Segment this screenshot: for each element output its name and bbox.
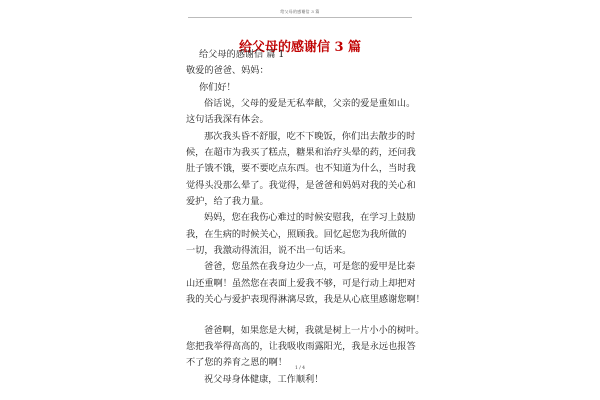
paragraph-line: 山还重啊！虽然您在表面上爱我不够，可是行动上却把对 [186,277,416,289]
letter-body [186,47,425,388]
letter-closing: 祝父母身体健康，工作顺利！ [204,373,324,385]
paragraph-line: 那次我头昏不舒服，吃不下晚饭，你们出去散步的时 [204,130,416,142]
paragraph-line: 肚子饿不饿，要不要吃点东西。也不知道为什么，当时我 [186,163,416,175]
header-divider [188,17,412,18]
paragraph-gap [186,309,416,323]
page-number: 1 / 4 [294,366,306,371]
paragraph-line: 我，在生病的时候关心，照顾我。回忆起您为我所做的 [186,228,407,240]
paragraph-line: 爱护，给了我力量。 [186,196,269,208]
paragraph-line: 候，在超市为我买了糕点，糖果和治疗头晕的药，还问我 [186,147,416,159]
paragraph-line: 这句话我深有体会。 [186,114,269,126]
paragraph-line: 妈妈，您在我伤心难过的时候安慰我，在学习上鼓励 [204,212,416,224]
running-header: 给父母的感谢信 3 篇 [280,9,320,14]
paragraph-line: 不了您的养育之恩的啊！ [186,357,288,369]
paragraph-line: 爸爸啊，如果您是大树，我就是树上一片小小的树叶。 [204,324,425,336]
paragraph-line: 我的关心与爱护表现得淋漓尽致，我是从心底里感谢您啊！ [186,294,425,306]
document-title: 给父母的感谢信 3 篇 [238,40,362,55]
paragraph-line: 您把我举得高高的，让我吸收雨露阳光，我是永远也报答 [186,340,416,352]
paragraph-line: 觉得头没那么晕了。我觉得，是爸爸和妈妈对我的关心和 [186,179,416,191]
paragraph-line: 一切，我激动得流泪，说不出一句话来。 [186,245,352,257]
paragraph-line: 爸爸，您虽然在我身边少一点，可是您的爱甲是比泰 [204,261,416,273]
letter-subtitle: 给父母的感谢信 篇 1 [199,49,285,60]
letter-salutation: 敬爱的爸爸、妈妈： [186,65,269,77]
letter-greeting: 你们好！ [199,81,236,93]
paragraph-line: 俗话说，父母的爱是无私奉献，父亲的爱是重如山。 [204,98,416,110]
